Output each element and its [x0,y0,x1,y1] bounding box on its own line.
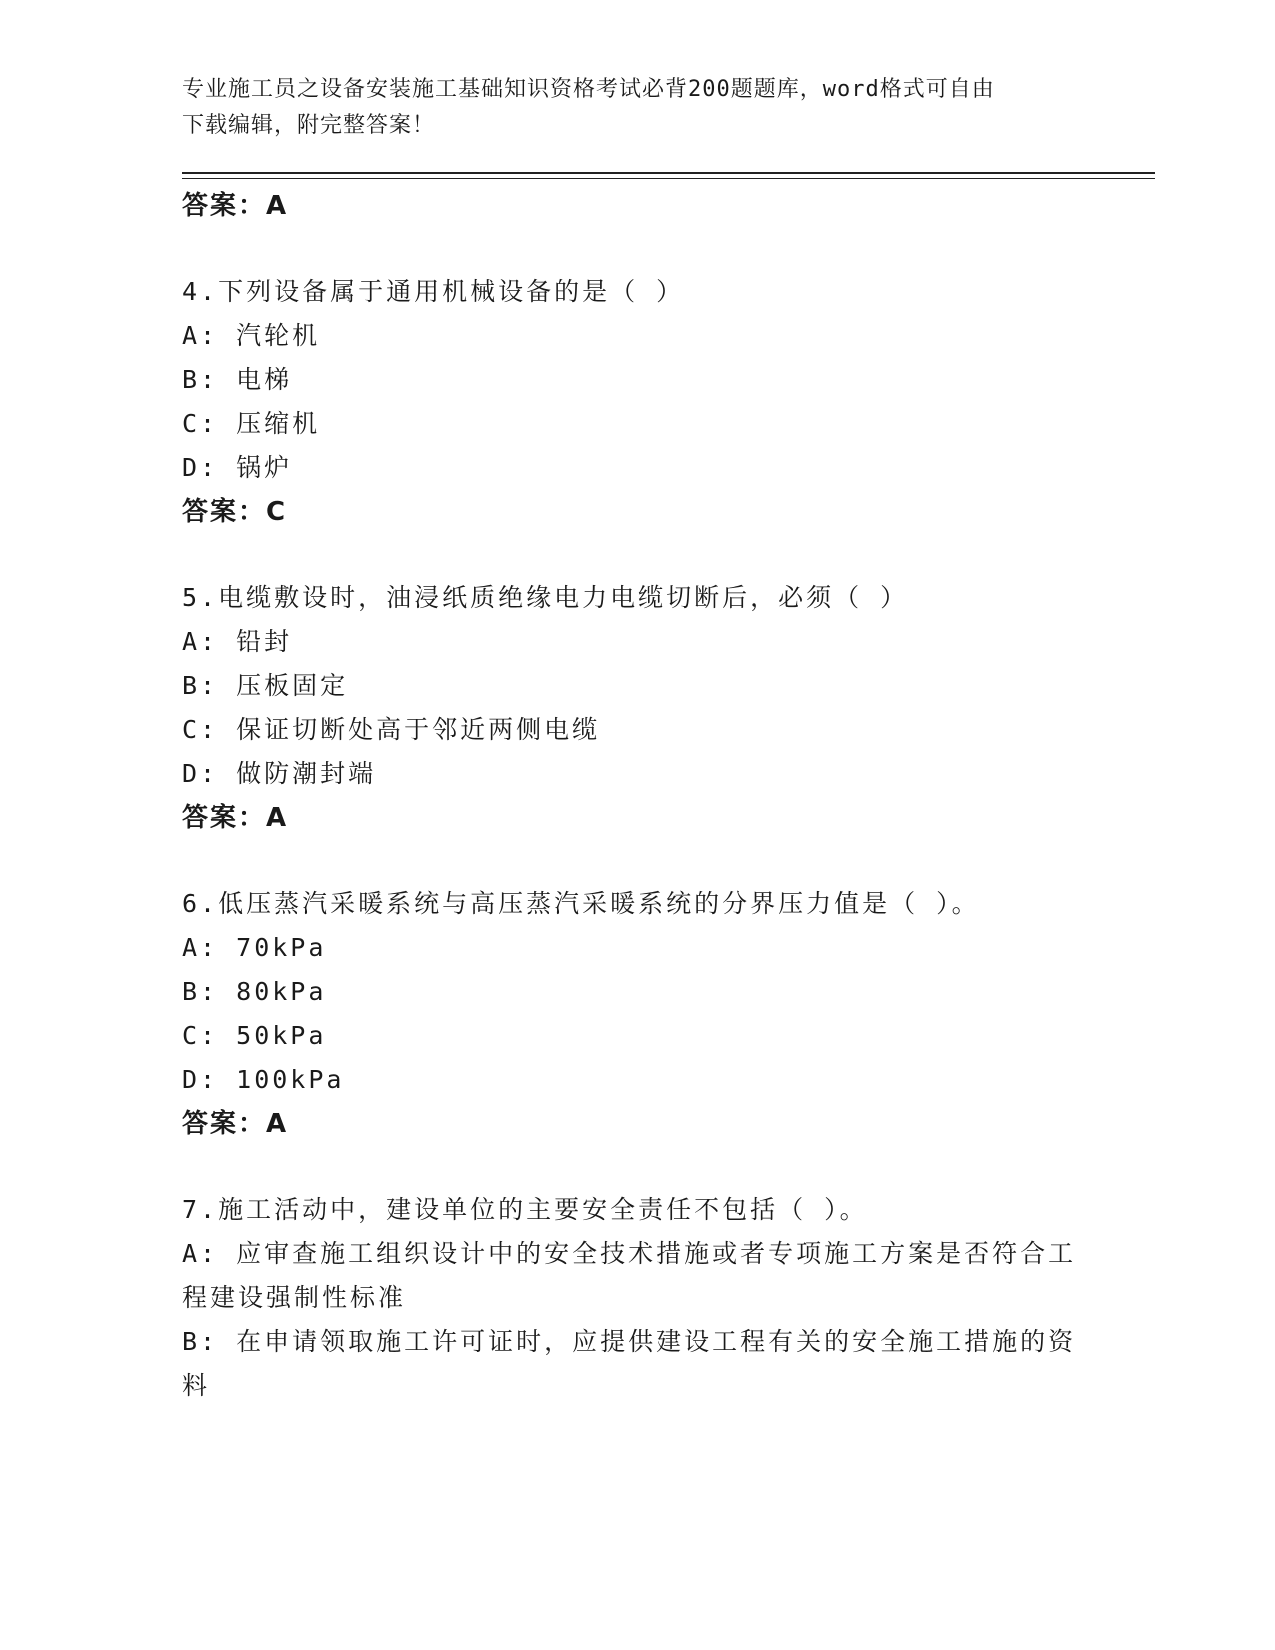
option-b: B: 压板固定 [182,671,349,700]
header-line-2: 下载编辑，附完整答案！ [182,113,436,138]
question-4 [182,270,1082,534]
question-7 [182,1188,1082,1408]
option-b: B: 在申请领取施工许可证时，应提供建设工程有关的安全施工措施的资料 [182,1327,1077,1400]
answer-line: 答案：A [182,1109,289,1139]
option-c: C: 50kPa [182,1021,327,1050]
option-d: D: 锅炉 [182,453,293,482]
option-b: B: 电梯 [182,365,293,394]
question-stem: 5.电缆敷设时，油浸纸质绝缘电力电缆切断后，必须（ ） [182,583,909,612]
header-line-1: 专业施工员之设备安装施工基础知识资格考试必背200题题库，word格式可自由 [182,77,995,102]
option-b: B: 80kPa [182,977,327,1006]
question-6 [182,882,1082,1146]
option-a: A: 应审查施工组织设计中的安全技术措施或者专项施工方案是否符合工程建设强制性标准 [182,1239,1077,1312]
answer-line: 答案：A [182,803,289,833]
option-d: D: 做防潮封端 [182,759,377,788]
document-header [182,72,1082,144]
header-rule-thin [182,178,1155,179]
option-a: A: 铅封 [182,627,293,656]
option-c: C: 保证切断处高于邻近两侧电缆 [182,715,601,744]
answer-line: 答案：A [182,191,289,221]
option-a: A: 汽轮机 [182,321,321,350]
answer-line: 答案：C [182,497,288,527]
header-rule-thick [182,172,1155,174]
question-stem: 7.施工活动中，建设单位的主要安全责任不包括（ ）。 [182,1195,868,1224]
option-a: A: 70kPa [182,933,327,962]
option-c: C: 压缩机 [182,409,321,438]
question-stem: 4.下列设备属于通用机械设备的是（ ） [182,277,685,306]
question-5 [182,576,1082,840]
option-d: D: 100kPa [182,1065,345,1094]
question-stem: 6.低压蒸汽采暖系统与高压蒸汽采暖系统的分界压力值是（ ）。 [182,889,980,918]
question-list [182,184,1082,1408]
